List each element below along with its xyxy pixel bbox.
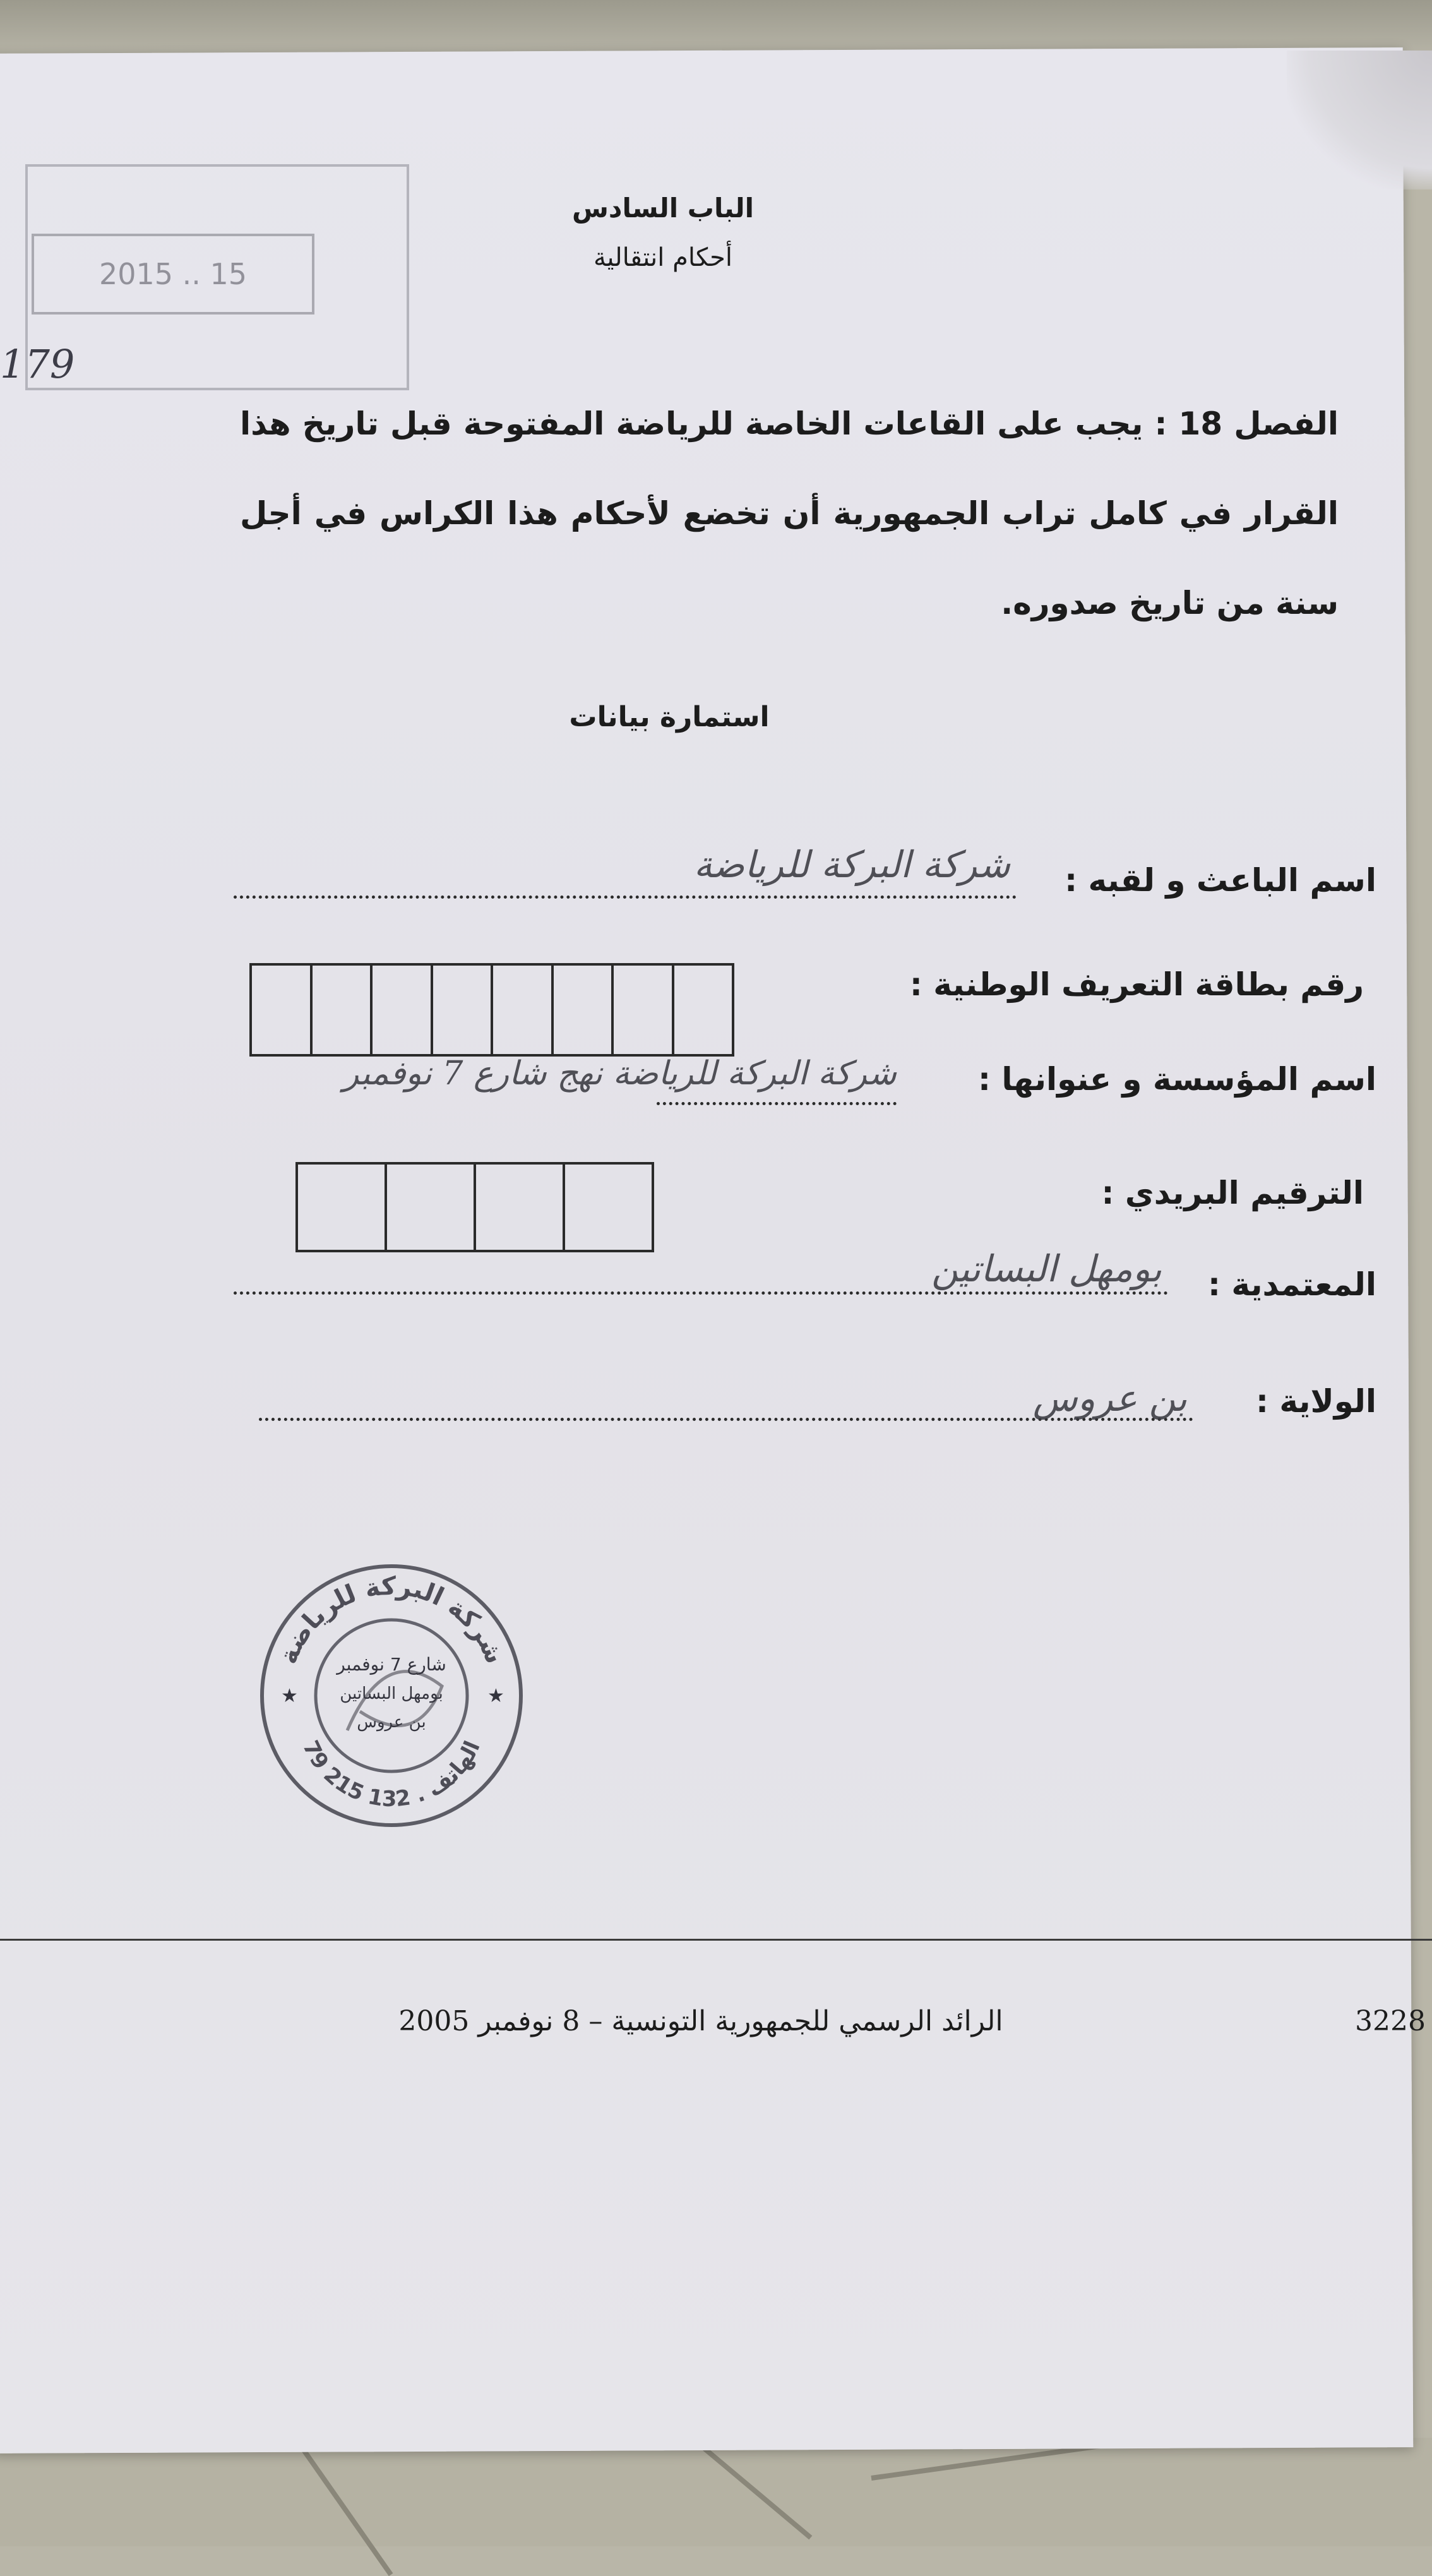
chapter-title: الباب السادس <box>571 193 755 224</box>
governorate-handwritten-value: بن عروس <box>1032 1377 1187 1420</box>
id-card-label: رقم بطاقة التعريف الوطنية : <box>909 966 1364 1003</box>
governorate-label: الولاية : <box>1256 1383 1376 1420</box>
svg-text:79 215 132 . الهاتف <box>297 1737 486 1812</box>
id-card-boxes[interactable] <box>249 963 734 1057</box>
postal-digit-box[interactable] <box>298 1165 385 1250</box>
article-18 <box>240 379 1339 648</box>
seal-outer-text: شركة البركة للرياضة <box>273 1571 510 1668</box>
id-digit-box[interactable] <box>431 966 491 1054</box>
delegation-handwritten-value: بومهل البساتين <box>931 1247 1162 1290</box>
postal-digit-box[interactable] <box>474 1165 563 1250</box>
id-digit-box[interactable] <box>491 966 551 1054</box>
id-digit-box[interactable] <box>672 966 732 1054</box>
company-seal <box>253 1560 530 1831</box>
name-label: اسم الباعث و لقبه : <box>1065 862 1376 899</box>
seal-star-icon: ★ <box>281 1685 298 1707</box>
name-dotted-line <box>234 896 1017 899</box>
page-curl <box>1287 51 1432 189</box>
name-handwritten-value: شركة البركة للرياضة <box>693 843 1010 886</box>
company-dotted-line <box>657 1102 897 1105</box>
id-digit-box[interactable] <box>551 966 612 1054</box>
postal-digit-box[interactable] <box>385 1165 474 1250</box>
postal-boxes[interactable] <box>295 1162 654 1252</box>
id-digit-box[interactable] <box>611 966 672 1054</box>
registry-number: 179 <box>0 341 75 387</box>
registry-stamp-date: 2015 .. 15 <box>32 234 314 315</box>
postal-digit-box[interactable] <box>563 1165 652 1250</box>
company-label: اسم المؤسسة و عنوانها : <box>978 1061 1376 1098</box>
seal-inner-line-2: بومهل البساتين <box>340 1684 443 1703</box>
seal-graphic <box>253 1560 530 1831</box>
chapter-subtitle: أحكام انتقالية <box>593 243 733 272</box>
postal-label: الترقيم البريدي : <box>1101 1175 1364 1211</box>
id-digit-box[interactable] <box>310 966 371 1054</box>
delegation-dotted-line <box>234 1291 1168 1295</box>
background-floor <box>0 2438 1432 2546</box>
gazette-line: الرائد الرسمي للجمهورية التونسية – 8 نوفمبر 2005 <box>398 2005 1003 2037</box>
article-text: يجب على القاعات الخاصة للرياضة المفتوحة قبل تاريخ هذا القرار في كامل تراب الجمهورية أن تخضع لأحكام هذا الكراس في أجل سنة من تاريخ صدوره. <box>240 405 1339 621</box>
id-digit-box[interactable] <box>252 966 310 1054</box>
article-label: الفصل 18 : <box>1154 405 1339 442</box>
company-handwritten-value: شركة البركة للرياضة نهج شارع 7 نوفمبر <box>343 1055 897 1093</box>
seal-inner-line-1: شارع 7 نوفمبر <box>337 1654 446 1675</box>
seal-phone: 79 215 132 . الهاتف <box>297 1737 486 1812</box>
footer-rule <box>0 1939 1432 1941</box>
delegation-label: المعتمدية : <box>1208 1266 1376 1303</box>
id-digit-box[interactable] <box>370 966 431 1054</box>
seal-inner-line-3: بن عروس <box>357 1713 426 1732</box>
seal-star-icon: ★ <box>487 1685 504 1707</box>
form-title: استمارة بيانات <box>569 701 770 733</box>
page-number: 3228 <box>1355 2005 1426 2037</box>
